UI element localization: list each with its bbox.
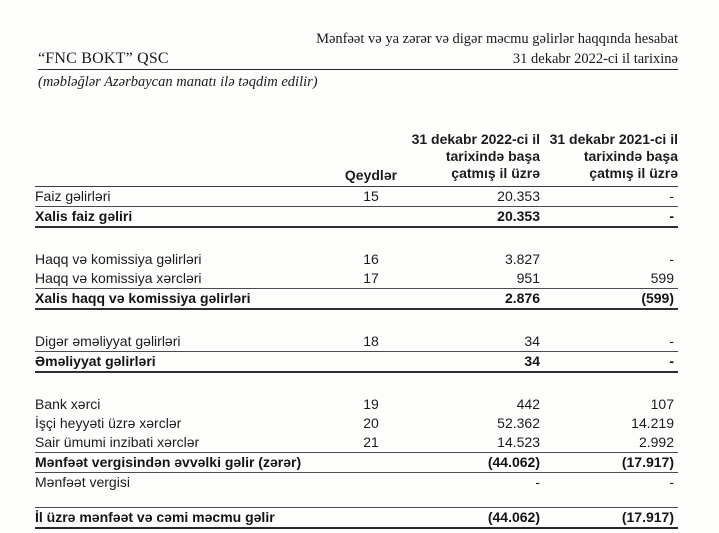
spacer-row bbox=[35, 492, 678, 508]
company-name: “FNC BOKT” QSC bbox=[38, 50, 169, 68]
table-row bbox=[35, 433, 678, 453]
table-row bbox=[35, 452, 678, 472]
table-row bbox=[35, 507, 678, 528]
table-row bbox=[35, 351, 678, 372]
row-note-number: 19 bbox=[363, 396, 379, 412]
row-note-number: 21 bbox=[340, 433, 402, 453]
table-row bbox=[35, 332, 678, 352]
col-header-period-2021-text: 31 dekabr 2021-ci il tarixində başa çatmış il üzrə bbox=[549, 131, 678, 182]
row-note-number bbox=[340, 452, 402, 472]
row-label: Mənfəət vergisindən əvvəlki gəlir (zərər) bbox=[35, 452, 340, 472]
company-row bbox=[38, 50, 678, 70]
income-statement-table bbox=[35, 125, 678, 529]
row-label: Faiz gəlirləri bbox=[35, 186, 340, 206]
row-value-2022: 2.876 bbox=[402, 288, 540, 309]
row-value-2022: 14.523 bbox=[402, 433, 540, 453]
row-value-2021: 14.219 bbox=[631, 415, 674, 431]
row-label: Mənfəət vergisi bbox=[35, 474, 130, 490]
document-header bbox=[38, 30, 678, 91]
row-label: Haqq və komissiya xərcləri bbox=[35, 269, 340, 289]
row-label: İl üzrə mənfəət və cəmi məcmu gəlir bbox=[35, 507, 340, 528]
col-header-period-2022 bbox=[402, 125, 540, 186]
table-row bbox=[35, 414, 678, 433]
row-label: Bank xərci bbox=[35, 396, 101, 412]
row-label: İşçi heyyəti üzrə xərclər bbox=[35, 415, 182, 431]
row-note-number bbox=[340, 472, 402, 492]
row-value-2021: 599 bbox=[540, 269, 678, 289]
row-value-2021: (17.917) bbox=[540, 452, 678, 472]
report-date: 31 dekabr 2022-ci il tarixinə bbox=[512, 51, 678, 68]
row-note-number: 18 bbox=[340, 332, 402, 352]
row-note-number bbox=[340, 288, 402, 309]
row-value-2021: 2.992 bbox=[540, 433, 678, 453]
row-value-2022: 20.353 bbox=[402, 186, 540, 206]
row-label: Sair ümumi inzibati xərclər bbox=[35, 433, 340, 453]
row-value-2021: - bbox=[540, 206, 678, 227]
row-value-2022: 20.353 bbox=[402, 206, 540, 227]
row-value-2021: - bbox=[540, 332, 678, 352]
row-value-2022: 34 bbox=[402, 332, 540, 352]
row-note-number: 16 bbox=[363, 251, 379, 267]
row-note-number: 15 bbox=[340, 186, 402, 206]
spacer-row bbox=[35, 372, 678, 395]
row-value-2022: - bbox=[535, 474, 540, 490]
row-value-2022: 3.827 bbox=[504, 251, 540, 267]
row-note-number bbox=[340, 206, 402, 227]
table-row bbox=[35, 186, 678, 206]
table-row bbox=[35, 250, 678, 269]
row-value-2021: (17.917) bbox=[540, 507, 678, 528]
row-value-2022: 34 bbox=[402, 351, 540, 372]
row-note-number bbox=[340, 351, 402, 372]
row-value-2022: 951 bbox=[402, 269, 540, 289]
row-label: Əməliyyat gəlirləri bbox=[35, 351, 340, 372]
row-value-2021: - bbox=[540, 186, 678, 206]
row-note-number: 17 bbox=[340, 269, 402, 289]
spacer-row bbox=[35, 309, 678, 332]
row-value-2021: - bbox=[669, 251, 674, 267]
table-row bbox=[35, 288, 678, 309]
table-row bbox=[35, 269, 678, 289]
spacer-row bbox=[35, 227, 678, 250]
row-value-2022: (44.062) bbox=[402, 507, 540, 528]
col-header-period-2022-text: 31 dekabr 2022-ci il tarixində başa çatmış il üzrə bbox=[411, 131, 540, 182]
table-row bbox=[35, 395, 678, 414]
row-label: Digər əməliyyat gəlirləri bbox=[35, 332, 340, 352]
report-title: Mənfəət və ya zərər və digər məcmu gəlirlər haqqında hesabat bbox=[316, 31, 678, 47]
row-value-2021: - bbox=[669, 474, 674, 490]
row-label: Haqq və komissiya gəlirləri bbox=[35, 251, 202, 267]
row-label: Xalis haqq və komissiya gəlirləri bbox=[35, 288, 340, 309]
row-value-2022: 442 bbox=[516, 396, 540, 412]
row-value-2022: 52.362 bbox=[497, 415, 540, 431]
row-label: Xalis faiz gəliri bbox=[35, 206, 340, 227]
row-note-number bbox=[340, 507, 402, 528]
table-header-row bbox=[35, 125, 678, 186]
table-row bbox=[35, 206, 678, 227]
row-note-number: 20 bbox=[363, 415, 379, 431]
table-row bbox=[35, 472, 678, 492]
row-value-2021: - bbox=[540, 351, 678, 372]
row-value-2021: 107 bbox=[650, 396, 674, 412]
col-header-empty bbox=[35, 125, 340, 186]
col-header-notes: Qeydlər bbox=[340, 125, 402, 186]
row-value-2021: (599) bbox=[540, 288, 678, 309]
row-value-2022: (44.062) bbox=[402, 452, 540, 472]
currency-note: (məbləğlər Azərbaycan manatı ilə təqdim edilir) bbox=[38, 74, 318, 91]
col-header-period-2021 bbox=[540, 125, 678, 186]
